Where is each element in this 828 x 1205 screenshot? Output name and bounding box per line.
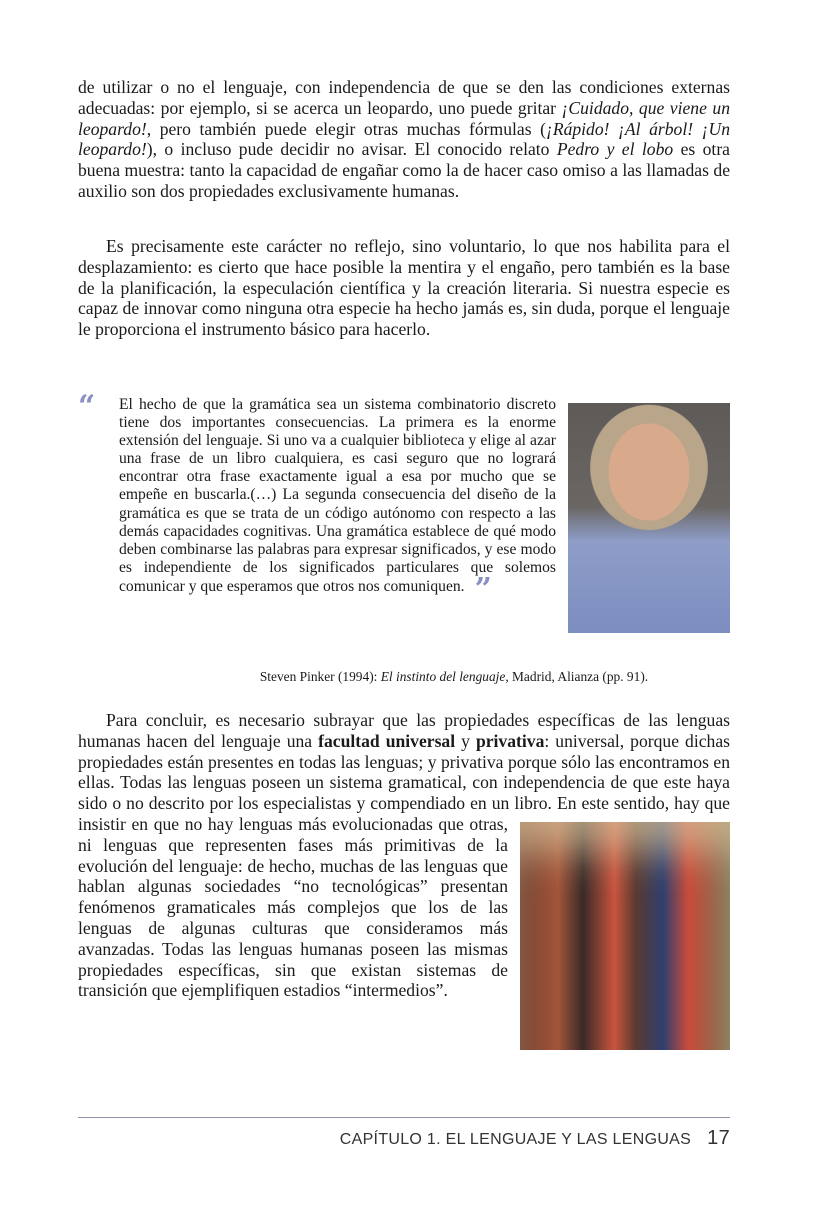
caption-author: Steven Pinker (1994):: [259, 669, 381, 684]
text: es otra buena muestra: tanto la capacidad de engañar como la de hacer caso omiso a las llamadas de auxilio son dos propiedades exclusivamente humanas.: [78, 139, 730, 201]
page-number: 17: [707, 1127, 730, 1149]
italic-text: ¡Rápido! ¡Al árbol! ¡Un leopardo!: [78, 118, 730, 160]
bold-text: privativa: [475, 730, 545, 751]
quote-caption: [78, 669, 730, 685]
caption-rest: , Madrid, Alianza (pp. 91).: [505, 669, 649, 684]
caption-title: El instinto del lenguaje: [380, 669, 506, 684]
paragraph-2: [78, 236, 730, 340]
text: hay que insistir en que no hay lenguas más evolucionadas que otras, ni lenguas que representen fases más primitivas de la evolución del lenguaje: de hecho, muchas de las lenguas que hablan algunas sociedades “no tecnológicas” presentan fenómenos gramaticales más complejos que los de las lenguas de algunas culturas que consideramos más avanzadas. Todas las lenguas humanas poseen las mismas propiedades específicas, sin que existan sistemas de transición que ejemplifiquen estadios “intermedios”.: [78, 793, 730, 1001]
text: Para concluir, es necesario subrayar que las propiedades específicas de las lenguas humanas hacen del lenguaje una: [78, 710, 730, 751]
text: y: [455, 730, 476, 751]
bold-text: facultad universal: [318, 730, 456, 751]
open-quote-icon: “: [78, 389, 96, 424]
page-footer: [340, 1127, 730, 1150]
text: de utilizar o no el lenguaje, con independencia de que se den las condiciones externas adecuadas: por ejemplo, si se acerca un leopardo, uno puede gritar: [78, 77, 730, 118]
people-photo: [520, 822, 730, 1050]
text: : universal, porque dichas propiedades están presentes en todas las lenguas; y privativa porque sólo las encontramos en ellas. Todas las lenguas poseen un sistema gramatical, con independencia de que este haya sido o no descrito por los especialistas y compendiado en un libro. En este sentido,: [78, 730, 730, 814]
italic-text: Pedro y el lobo: [556, 139, 674, 160]
pull-quote: [78, 389, 556, 607]
paragraph-3: [78, 710, 730, 1050]
footer-rule: [78, 1117, 730, 1118]
paragraph-text: Es precisamente este carácter no reflejo, sino voluntario, lo que nos habilita para el desplazamiento: es cierto que hace posible la mentira y el engaño, pero también es la base de la planificación, la especulación científica y la creación literaria. Si nuestra especie es capaz de innovar como ninguna otra especie ha hecho jamás es, sin duda, porque el lenguaje le proporciona el instrumento básico para hacerlo.: [78, 236, 730, 340]
text: , pero también puede elegir otras muchas fórmulas (: [146, 118, 546, 139]
close-quote-icon: ”: [474, 571, 492, 607]
paragraph-1: [78, 77, 730, 202]
italic-text: ¡Cuidado, que viene un leopardo!: [78, 97, 731, 139]
text: ), o incluso pude decidir no avisar. El conocido relato: [146, 139, 557, 160]
chapter-title: CAPÍTULO 1. EL LENGUAJE Y LAS LENGUAS: [339, 1131, 692, 1148]
author-photo: [568, 403, 730, 633]
quote-text: El hecho de que la gramática sea un sistema combinatorio discreto tiene dos importantes consecuencias. La primera es la enorme extensión del lenguaje. Si uno va a cualquier biblioteca y elige al azar una frase de un libro cualquiera, es casi seguro que no logrará encontrar otra frase exactamente igual a esa por mucho que se empeñe en buscarla.(…) La segunda consecuencia del diseño de la gramática es que se trata de un código autónomo con respecto a las demás capacidades cognitivas. Una gramática establece de qué modo deben combinarse las palabras para expresar significados, y ese modo es independiente de los significados particulares que solemos comunicar y que esperamos que otros nos comuniquen.: [119, 396, 556, 595]
